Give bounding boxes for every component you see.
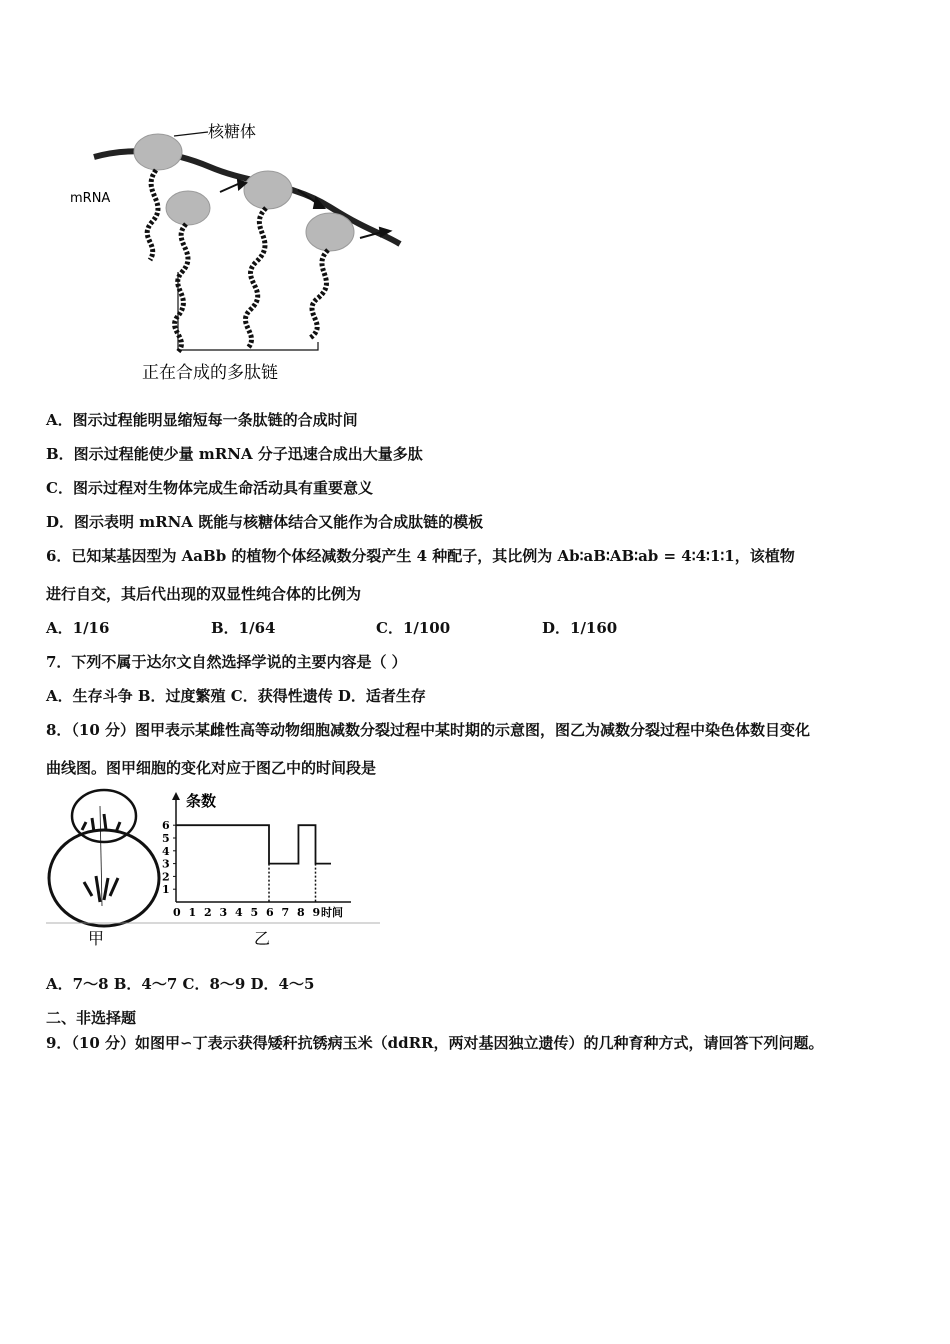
y-tick-label: 1 <box>162 883 170 897</box>
y-tick-label: 2 <box>162 870 170 884</box>
q8-stem-line2: 曲线图。图甲细胞的变化对应于图乙中的时间段是 <box>46 759 377 777</box>
x-tick-label: 6 <box>266 906 274 919</box>
chromosome-count-line <box>176 825 331 863</box>
chromosome-chart <box>162 792 351 919</box>
q5-option-c: C．图示过程对生物体完成生命活动具有重要意义 <box>46 479 373 497</box>
q9-stem: 9．（10 分）如图甲∽丁表示获得矮秆抗锈病玉米（ddRR，两对基因独立遗传）的几种育种方式，请回答下列问题。 <box>46 1034 824 1052</box>
q6-option-c: C．1/100 <box>376 619 451 637</box>
x-tick-label: 4 <box>235 906 243 919</box>
q6-option-d: D．1/160 <box>542 619 618 637</box>
x-tick-label: 0 <box>173 906 181 919</box>
x-tick-label: 3 <box>219 906 228 919</box>
x-tick-label: 1 <box>188 906 197 919</box>
q7-stem: 7．下列不属于达尔文自然选择学说的主要内容是（ ） <box>46 653 407 671</box>
q5-option-d: D．图示表明 mRNA 既能与核糖体结合又能作为合成肽链的模板 <box>46 513 484 531</box>
section-title: 二、非选择题 <box>46 1009 137 1027</box>
cell-diagram <box>49 790 159 926</box>
q7-options: A．生存斗争 B．过度繁殖 C．获得性遗传 D．适者生存 <box>46 687 426 705</box>
y-tick-label: 5 <box>162 832 170 845</box>
q5-option-b: B．图示过程能使少量 mRNA 分子迅速合成出大量多肽 <box>46 445 423 463</box>
x-tick-label: 5 <box>250 906 259 919</box>
polypeptide-label: 正在合成的多肽链 <box>142 363 278 383</box>
figure-label-yi: 乙 <box>254 929 271 948</box>
q8-stem-line1: 8．（10 分）图甲表示某雌性高等动物细胞减数分裂过程中某时期的示意图，图乙为减数分裂过程中染色体数目变化 <box>46 721 811 739</box>
ribosome-figure <box>60 112 420 392</box>
ribosome-label: 核糖体 <box>208 122 257 141</box>
x-tick-label: 7 <box>281 906 290 919</box>
y-tick-label: 3 <box>162 857 170 871</box>
x-tick-label: 8 <box>297 906 305 919</box>
q6-stem-line1: 6．已知某基因型为 AaBb 的植物个体经减数分裂产生 4 种配子，其比例为 Ab∶aB∶AB∶ab = 4∶4∶1∶1，该植物 <box>46 547 795 565</box>
x-tick-label: 9 <box>312 906 321 919</box>
y-axis-arrow <box>172 792 180 800</box>
y-axis-title: 条数 <box>186 792 217 810</box>
meiosis-figure <box>44 786 384 950</box>
x-tick-label: 2 <box>204 906 212 919</box>
y-tick-label: 6 <box>162 819 170 833</box>
x-axis-title: 时间 <box>321 906 343 919</box>
ribosome-shapes <box>134 134 354 251</box>
q6-option-a: A．1/16 <box>46 619 110 637</box>
q8-options: A．7～8 B．4～7 C．8～9 D．4～5 <box>46 975 315 993</box>
q5-option-a: A．图示过程能明显缩短每一条肽链的合成时间 <box>46 411 358 429</box>
mrna-label: mRNA <box>70 191 111 206</box>
figure-label-jia: 甲 <box>88 929 105 948</box>
y-tick-label: 4 <box>162 844 170 858</box>
q6-stem-line2: 进行自交，其后代出现的双显性纯合体的比例为 <box>46 585 362 603</box>
q6-option-b: B．1/64 <box>211 619 276 637</box>
